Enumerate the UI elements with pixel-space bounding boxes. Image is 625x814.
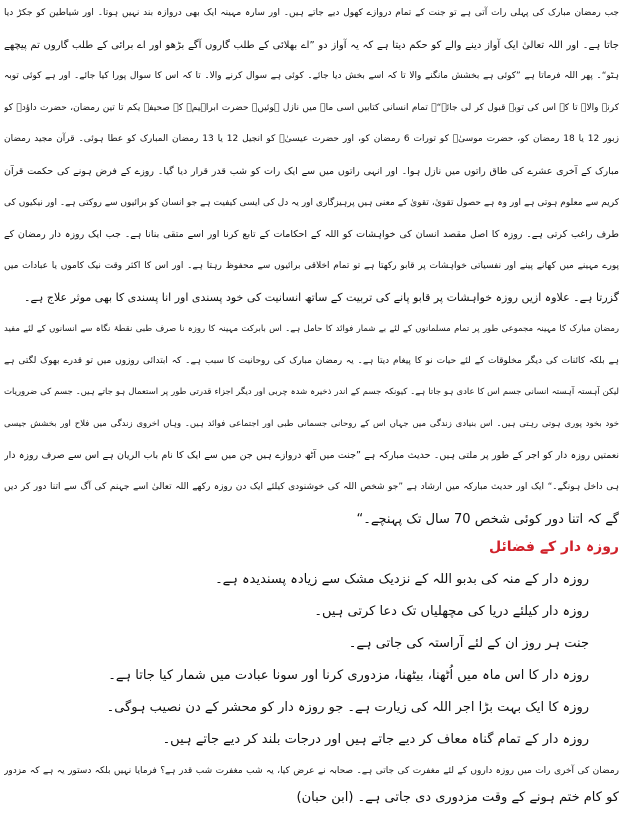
text-line: ہی داخل ہونگے۔“ ایک اور حدیث مبارکہ میں ارشاد ہے ”جو شخص اللہ کی خوشنودی کیلئے ایک دن روزہ رکھے اللہ تعالیٰ اسے جہنم کی آگ سے اتنا دور کر دیں: [4, 481, 619, 492]
text-line: کریم سے معلوم ہوتی ہے اور وہ ہے حصول تقویٰ، تقویٰ کے معنی ہیں پرہیزگاری اور یہ دل کی ایسی کیفیت ہے جو انسان کو برائیوں سے روکتی ہے۔ اور نیکیوں کی: [4, 197, 619, 208]
list-item-continuation: کو کام ختم ہونے کے وقت مزدوری دی جاتی ہے۔ (ابن حبان): [296, 790, 619, 805]
paragraph-1: [4, 0, 619, 314]
list-item: روزہ دار کا اس ماہ میں اُٹھنا، بیٹھنا، مزدوری کرنا اور سونا عبادت میں شمار کیا جاتا ہے۔: [108, 668, 589, 683]
text-line: جاتا ہے۔ اور اللہ تعالیٰ ایک آواز دینے والے کو حکم دیتا ہے کہ یہ آواز دو ”اے بھلائی کے طلب گاروں آگے بڑھو اور اے برائی کے طلب گاروں تم پیچھے: [4, 39, 619, 51]
list-item: روزہ دار کے منہ کی بدبو اللہ کے نزدیک مشک سے زیادہ پسندیدہ ہے۔: [215, 572, 589, 587]
list-item: روزہ دار کیلئے دریا کی مچھلیاں تک دعا کرتی ہیں۔: [314, 604, 589, 619]
text-line: گزرتا ہے۔ علاوہ ازیں روزہ خواہشات پر قابو پانے کی تربیت کے ساتھ انسانیت کی خود پسندی اور انا پسندی کا بھی موثر علاج ہے۔: [24, 291, 619, 305]
text-line: زبور 12 یا 18 رمضان کو، حضرت موسیٰؑ کو تورات 6 رمضان کو، اور حضرت عیسیٰؑ کو انجیل 12 یا 13 رمضان المبارک کو عطا ہوئی۔ قرآن مجید رمضان: [4, 134, 619, 145]
text-line: جب رمضان مبارک کی پہلی رات آتی ہے تو جنت کے تمام دروازے کھول دیے جاتے ہیں۔ اور سارہ مہینہ ایک بھی دروازہ بند نہیں ہوتا۔ اور شیاطین کو جکڑ دیا: [4, 8, 619, 18]
text-line: لیکن آہستہ آہستہ انسانی جسم اس کا عادی ہو جاتا ہے۔ کیونکہ جسم کے اندر ذخیرہ شدہ چربی اور دیگر اجزاء قدرتی طور پر استعمال ہو جاتے ہیں۔ جسم کی ضروریات: [4, 387, 619, 398]
text-line: ہٹو“۔ پھر اللہ فرماتا ہے ”کوئی ہے بخشش مانگنے والا تا کہ اسے بخش دیا جائے۔ کوئی ہے سوال کرنے والا۔ تا کہ اس کا سوال پورا کیا جائے۔ اور ہے کوئی توبہ: [4, 71, 619, 82]
text-line: گے کہ اتنا دور کوئی شخص 70 سال تک پہنچے۔“: [356, 511, 619, 527]
section-heading: روزہ دار کے فضائل: [488, 539, 619, 555]
text-line: طرف راغب کرتی ہے۔ روزہ کا اصل مقصد انسان کی خواہشات کو اللہ کے احکامات کے تابع کرنا اور اسے متقی بنانا ہے۔ جب ایک روزہ دار رمضان کے: [4, 229, 619, 241]
text-line: نعمتیں روزہ دار کو اجر کے طور پر ملتی ہیں۔ حدیث مبارکہ ہے ”جنت میں آٹھ دروازے ہیں جن میں سے ایک کا نام باب الریان ہے اس سے صرف روزہ دار: [4, 450, 619, 462]
list-item: روزہ دار کے تمام گناہ معاف کر دیے جاتے ہیں اور درجات بلند کر دیے جاتے ہیں۔: [162, 732, 589, 747]
paragraph-2: [4, 314, 619, 535]
text-line: مبارک کے آخری عشرے کی طاق راتوں میں نازل ہوا۔ اور انہی راتوں میں سے ایک رات کو شب قدر قرار دیا گیا۔ روزے کے فرض ہونے کی حکمت قرآن: [4, 165, 619, 177]
list-item: جنت ہر روز ان کے لئے آراستہ کی جاتی ہے۔: [348, 636, 589, 651]
text-line: پورے مہینے میں کھانے پینے اور نفسیاتی خواہشات پر قابو رکھتا ہے تو تمام اخلاقی برائیوں سے محفوظ رہتا ہے۔ اور اس کا اکثر وقت نیک کاموں یا عبادات میں: [4, 260, 619, 271]
text-line: ہے بلکہ کائنات کی دیگر مخلوقات کے لئے حیات نو کا پیغام دیتا ہے۔ یہ رمضان مبارک کی روحانیت کا سبب ہے۔ کہ ابتدائی روزوں میں تو قدرے بھوک لگتی ہے: [4, 355, 619, 366]
text-line: کرنے والا۔ تا کہ اس کی توبہ قبول کر لی جائے“۔ تمام انسانی کتابیں اسی ماہ میں نازل ہوئیں۔ حضرت ابراہیمؑ کے صحیفے یکم تا تین رمضان، حضرت داؤدؑ کو: [4, 102, 619, 113]
virtues-list: [4, 564, 619, 812]
text-line: خود بخود پوری ہوتی رہتی ہیں۔ اس بنیادی زندگی میں جہاں اس کے روحانی جسمانی طبی اور اجتماعی فوائد ہیں۔ وہاں اخروی زندگی میں فلاح اور بخشش جیسی: [4, 418, 619, 429]
article-body: [4, 0, 619, 535]
text-line: رمضان مبارک کا مہینہ مجموعی طور پر تمام مسلمانوں کے لئے بے شمار فوائد کا حامل ہے۔ اس بابرکت مہینہ کا روزہ نا صرف طبی نقطۂ نگاہ سے انسانوں کے لئے مفید: [4, 323, 619, 334]
list-item: روزہ کا ایک بہت بڑا اجر اللہ کی زیارت ہے۔ جو روزہ دار کو محشر کے دن نصیب ہوگی۔: [106, 700, 589, 715]
list-item: رمضان کی آخری رات میں روزہ داروں کے لئے مغفرت کی جاتی ہے۔ صحابہ نے عرض کیا، یہ شب مغفرت شب قدر ہے؟ فرمایا نہیں بلکہ دستور یہ ہے کہ مزدور: [4, 766, 619, 776]
